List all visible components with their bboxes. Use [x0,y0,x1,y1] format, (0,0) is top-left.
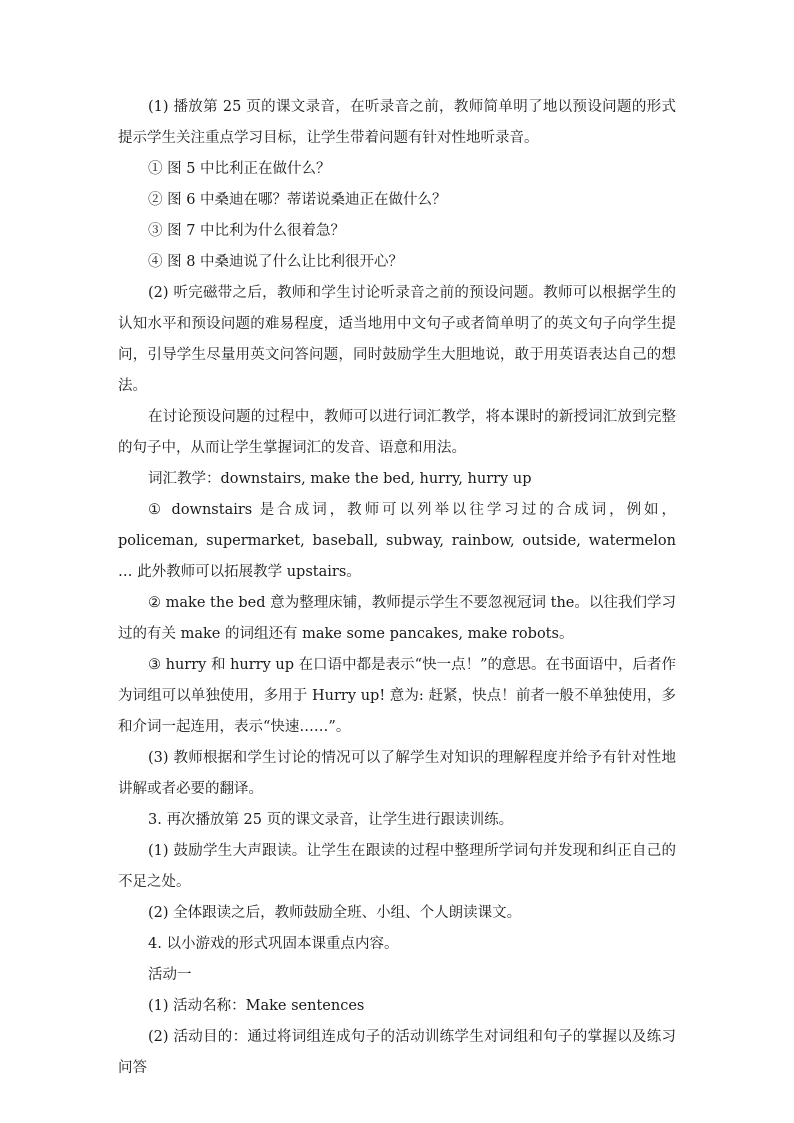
question-3: ③ 图 7 中比利为什么很着急？ [148,223,346,239]
step-4-heading: 4. 以小游戏的形式巩固本课重点内容。 [148,936,399,952]
paragraph-understanding-check: (3) 教师根据和学生讨论的情况可以了解学生对知识的理解程度并给予有针对性地讲解或者必要的翻译。 [118,750,676,797]
paragraph-read-aloud: (1) 鼓励学生大声跟读。让学生在跟读的过程中整理所学词句并发现和纠正自己的不足之处。 [118,843,676,890]
paragraph-class-reading: (2) 全体跟读之后，教师鼓励全班、小组、个人朗读课文。 [148,905,522,921]
vocab-item-make-the-bed: ② make the bed 意为整理床铺，教师提示学生不要忽视冠词 the。以往我们学习过的有关 make 的词组还有 make some pancakes, make robots。 [118,595,676,642]
activity-name: (1) 活动名称：Make sentences [148,998,365,1014]
paragraph-listening-intro: (1) 播放第 25 页的课文录音，在听录音之前，教师简单明了地以预设问题的形式提示学生关注重点学习目标，让学生带着问题有针对性地听录音。 [118,99,676,146]
question-1: ① 图 5 中比利正在做什么？ [148,161,331,177]
vocab-list-heading: 词汇教学：downstairs, make the bed, hurry, hurry up [148,471,532,487]
question-2: ② 图 6 中桑迪在哪？蒂诺说桑迪正在做什么？ [148,192,447,208]
activity-purpose: (2) 活动目的：通过将词组连成句子的活动训练学生对词组和句子的掌握以及练习问答 [118,1029,676,1076]
paragraph-discussion: (2) 听完磁带之后，教师和学生讨论听录音之前的预设问题。教师可以根据学生的认知水平和预设问题的难易程度，适当地用中文句子或者简单明了的英文句子向学生提问，引导学生尽量用英文问答问题，同时鼓励学生大胆地说，敢于用英语表达自己的想法。 [118,285,676,394]
paragraph-vocab-teaching: 在讨论预设问题的过程中，教师可以进行词汇教学，将本课时的新授词汇放到完整的句子中，从而让学生掌握词汇的发音、语意和用法。 [118,409,676,456]
document-page [118,92,676,1084]
vocab-item-hurry: ③ hurry 和 hurry up 在口语中都是表示“快一点！”的意思。在书面语中，后者作为词组可以单独使用，多用于 Hurry up! 意为: 赶紧，快点！前者一般不单独使用，多和介词一起连用，表示“快速……”。 [118,657,676,735]
question-4: ④ 图 8 中桑迪说了什么让比利很开心？ [148,254,404,270]
step-3-heading: 3. 再次播放第 25 页的课文录音，让学生进行跟读训练。 [148,812,514,828]
vocab-item-downstairs: ① downstairs 是合成词，教师可以列举以往学习过的合成词，例如，policeman, supermarket, baseball, subway, rainbow, outside, watermelon … 此外教师可以拓展教学 upstairs。 [118,502,676,580]
activity-1-heading: 活动一 [148,967,192,983]
